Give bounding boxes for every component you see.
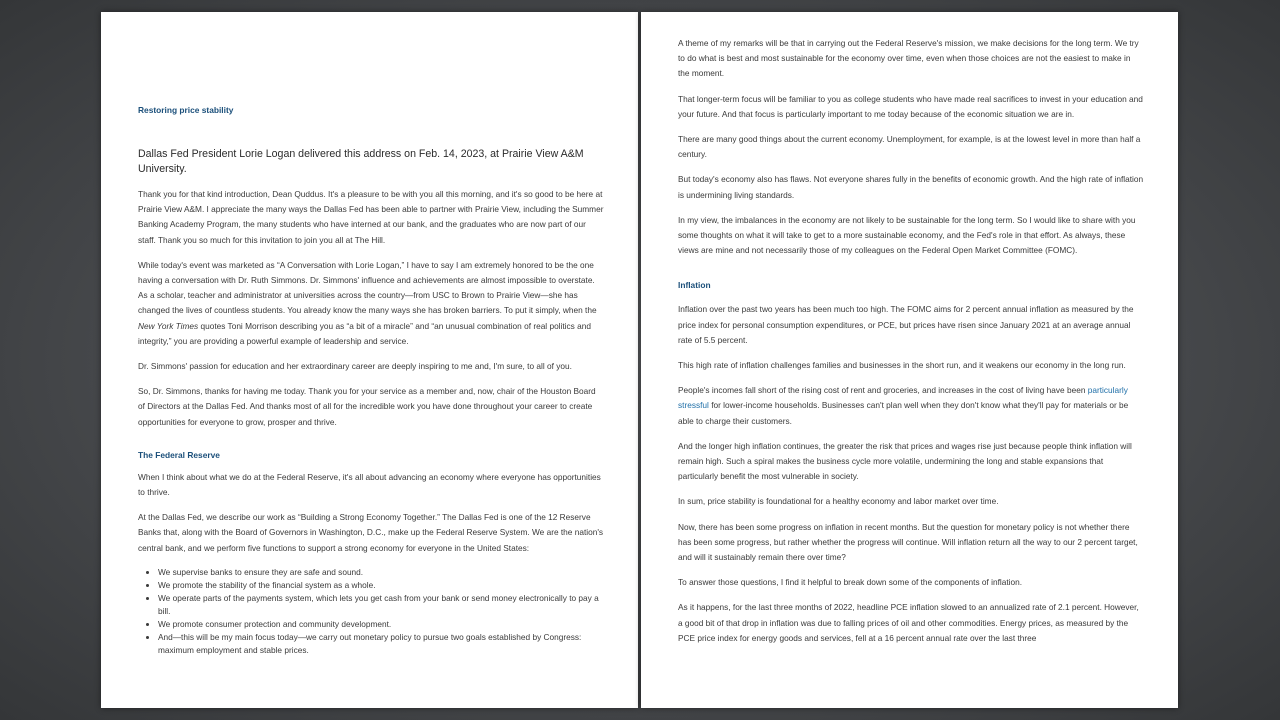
paragraph: In my view, the imbalances in the economy are not likely to be sustainable for the long term. So I would like to share with you some thoughts on what it will take to get to a more sustainable economy, and the Fed's role in that effort. As always, these views are mine and not necessarily those of my colleagues on the Federal Open Market Committee (FOMC). bbox=[678, 214, 1136, 256]
paragraph: In sum, price stability is foundational for a healthy economy and labor market over time. bbox=[678, 496, 999, 507]
list-item: • We promote consumer protection and community development. bbox=[158, 618, 604, 631]
paragraph: To answer those questions, I find it helpful to break down some of the components of inflation. bbox=[678, 577, 1023, 588]
publication-name: New York Times bbox=[138, 320, 199, 331]
paragraph: And the longer high inflation continues, the greater the risk that prices and wages rise just because people think inflation will remain high. Such a spiral makes the business cycle more volatile, undermining the long and stable expansions that particularly benefit the most vulnerable in society. bbox=[678, 440, 1132, 482]
paragraph: So, Dr. Simmons, thanks for having me today. Thank you for your service as a member and, now, chair of the Houston Board of Directors at the Dallas Fed. And thanks most of all for the incredible work you have done throughout your career to create opportunities for everyone to grow, prosper and thrive. bbox=[138, 386, 596, 427]
paragraph: But today's economy also has flaws. Not everyone shares fully in the benefits of economic growth. And the high rate of inflation is undermining living standards. bbox=[678, 174, 1144, 200]
paragraph: This high rate of inflation challenges families and businesses in the short run, and it weakens our economy in the long run. bbox=[678, 360, 1126, 371]
section-heading-inflation: Inflation bbox=[678, 280, 711, 291]
lede-paragraph: Dallas Fed President Lorie Logan delivered this address on Feb. 14, 2023, at Prairie View A&M University. bbox=[138, 148, 584, 175]
particularly-stressful-link[interactable]: particularly stressful bbox=[678, 385, 1128, 411]
paragraph: There are many good things about the current economy. Unemployment, for example, is at the lowest level in more than half a century. bbox=[678, 134, 1141, 160]
list-item: • We supervise banks to ensure they are safe and sound. bbox=[158, 566, 604, 579]
section-heading-price-stability: Restoring price stability bbox=[138, 105, 234, 115]
left-page-content bbox=[138, 105, 604, 115]
paragraph: Now, there has been some progress on inflation in recent months. But the question for monetary policy is not whether there has been some progress, but rather whether the progress will continue. Will inflation return all the way to our 2 percent target, and will it sustainably remain there over time? bbox=[678, 521, 1138, 563]
left-page-body bbox=[138, 147, 604, 657]
list-item: • We operate parts of the payments system, which lets you get cash from your bank or send money electronically to pay a bill. bbox=[158, 592, 604, 618]
paragraph: Thank you for that kind introduction, Dean Quddus. It's a pleasure to be with you all this morning, and it's so good to be here at Prairie View A&M. I appreciate the many ways the Dallas Fed has been able to partner with Prairie View, including the Summer Banking Academy Program, the many students who have interned at our bank, and the graduates who are now part of our staff. Thank you so much for this invitation to join you all at The Hill. bbox=[138, 189, 604, 245]
document-page-left bbox=[101, 12, 638, 708]
list-item: • And—this will be my main focus today—we carry out monetary policy to pursue two goals established by Congress: maximum employment and stable prices. bbox=[158, 631, 604, 657]
list-item: • We promote the stability of the financial system as a whole. bbox=[158, 579, 604, 592]
paragraph: People's incomes fall short of the rising cost of rent and groceries, and increases in the cost of living have been particularly stressful for lower-income households. Businesses can't plan well when they don't know what they'll pay for materials or be able to charge their customers. bbox=[678, 385, 1129, 426]
document-page-right bbox=[641, 12, 1178, 708]
section-heading-federal-reserve: The Federal Reserve bbox=[138, 449, 220, 460]
paragraph: As it happens, for the last three months of 2022, headline PCE inflation slowed to an annualized rate of 2.1 percent. However, a good bit of that drop in inflation was due to falling prices of oil and other commodities. Energy prices, as measured by the PCE price index for energy goods and services, fell at a 16 percent annual rate over the last three bbox=[678, 602, 1139, 643]
paragraph: At the Dallas Fed, we describe our work as “Building a Strong Economy Together.” The Dallas Fed is one of the 12 Reserve Banks that, along with the Board of Governors in Washington, D.C., make up the Federal Reserve System. We are the nation's central bank, and we perform five functions to support a strong economy for everyone in the United States: bbox=[138, 512, 604, 553]
paragraph: A theme of my remarks will be that in carrying out the Federal Reserve's mission, we make decisions for the long term. We try to do what is best and most sustainable for the economy over time, even when those choices are not the easiest to make in the moment. bbox=[678, 38, 1139, 79]
paragraph: Inflation over the past two years has been much too high. The FOMC aims for 2 percent annual inflation as measured by the price index for personal consumption expenditures, or PCE, but prices have risen since January 2021 at an average annual rate of 5.5 percent. bbox=[678, 304, 1134, 345]
paragraph: Dr. Simmons' passion for education and her extraordinary career are deeply inspiring to me and, I'm sure, to all of you. bbox=[138, 361, 572, 372]
paragraph: That longer-term focus will be familiar to you as college students who have made real sacrifices to invest in your education and your future. And that focus is particularly important to me today because of the economic situation we are in. bbox=[678, 93, 1143, 119]
paragraph: While today's event was marketed as “A Conversation with Lorie Logan,” I have to say I am extremely honored to be the one having a conversation with Dr. Ruth Simmons. Dr. Simmons' influence and achievements are almost impossible to overstate. As a scholar, teacher and administrator at universities across the country—from USC to Brown to Prairie View—she has changed the lives of countless students. You already know the many ways she has broken barriers. To put it simply, when the New York Times quotes Toni Morrison describing you as “a bit of a miracle” and “an unusual combination of real politics and integrity,” you are providing a powerful example of leadership and service. bbox=[138, 259, 597, 346]
paragraph: When I think about what we do at the Federal Reserve, it's all about advancing an economy where everyone has opportunities to thrive. bbox=[138, 471, 601, 498]
functions-list bbox=[138, 566, 604, 657]
right-page-body bbox=[678, 36, 1144, 656]
